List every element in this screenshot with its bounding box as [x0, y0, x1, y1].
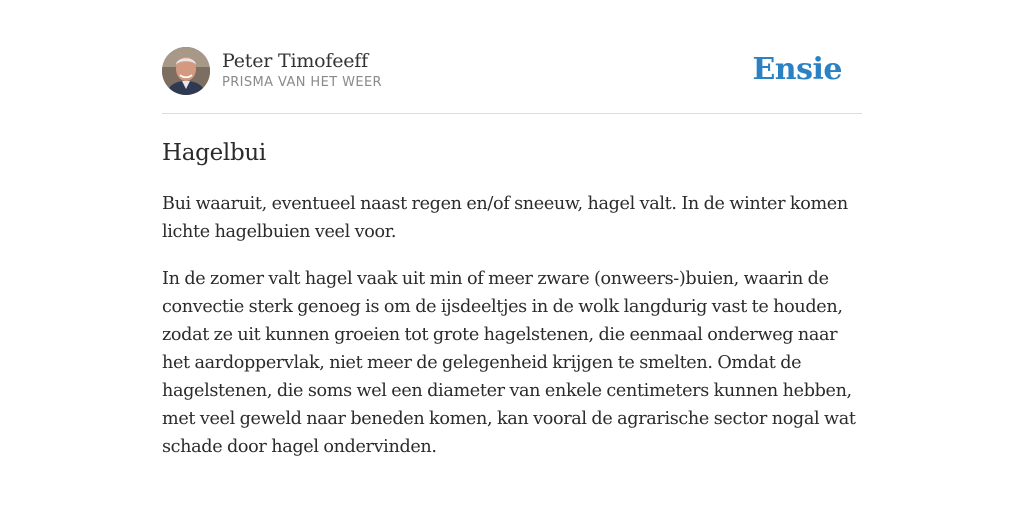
author-avatar[interactable] [162, 47, 210, 95]
article-paragraph-2: In de zomer valt hagel vaak uit min of meer zware (onweers-)buien, waarin de convectie sterk genoeg is om de ijsdeeltjes in de wolk langdurig vast te houden, zodat ze uit kunnen groeien tot grote hagelstenen, die eenmaal onderweg naar het aardoppervlak, niet meer de gelegenheid krijgen te smelten. Omdat de hagelstenen, die soms wel een diameter van enkele centimeters kunnen hebben, met veel geweld naar beneden komen, kan vooral de agrarische sector nogal wat schade door hagel ondervinden. [162, 269, 856, 457]
article-paragraph-1: Bui waaruit, eventueel naast regen en/of sneeuw, hagel valt. In de winter komen lichte hagelbuien veel voor. [162, 194, 848, 242]
definition-card [162, 46, 862, 461]
ensie-logo[interactable]: Ensie [752, 52, 842, 87]
card-header [162, 46, 862, 96]
header-divider [162, 113, 862, 114]
article-title: Hagelbui [162, 140, 266, 166]
author-info [222, 49, 382, 92]
author-source[interactable]: PRISMA VAN HET WEER [222, 74, 382, 90]
avatar-portrait-icon [162, 47, 210, 95]
author-name[interactable]: Peter Timofeeff [222, 49, 368, 72]
